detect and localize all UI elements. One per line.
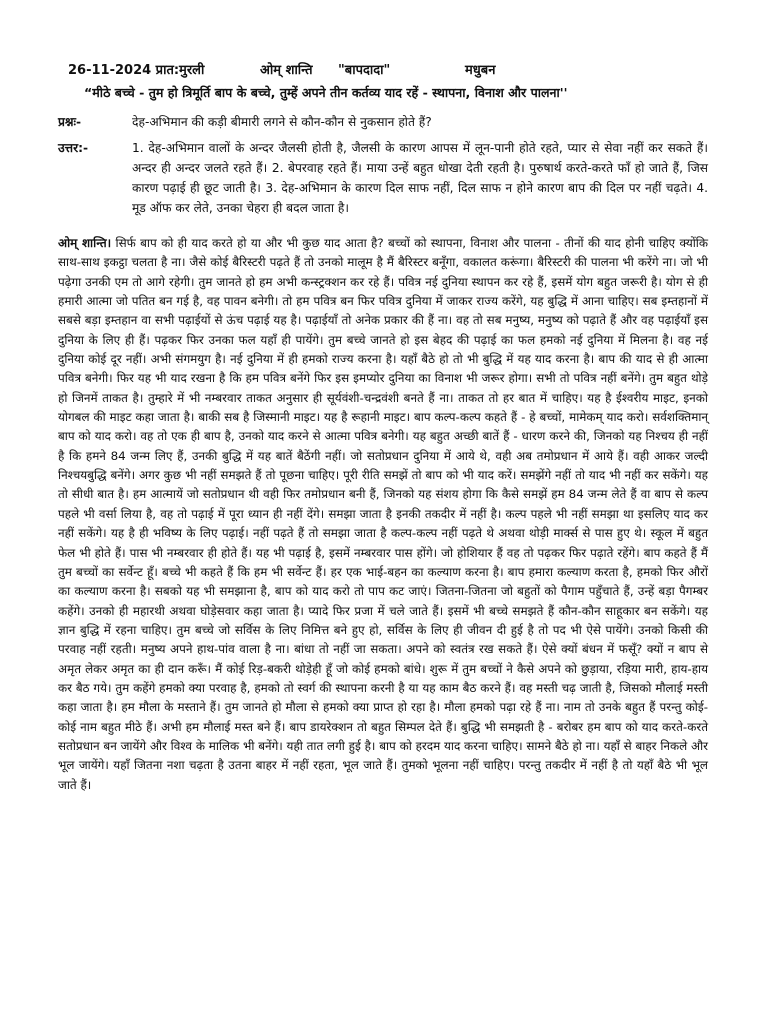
answer-text: 1. देह-अभिमान वालों के अन्दर जैलसी होती है, जैलसी के कारण आपस में लून-पानी होते रहते, प्यार से सेवा नहीं कर सकते हैं। अन्दर ही अन्दर जलते रहते हैं। 2. बेपरवाह रहते हैं। माया उन्हें बहुत धोखा देती रहती है। पुरुषार्थ करते-करते फाँ हो जाते हैं, जिस कारण पढ़ाई ही छूट जाती है। 3. देह-अभिमान के कारण दिल साफ नहीं, दिल साफ न होने कारण बाप की दिल पर नहीं चढ़ते। 4. मूड ऑफ कर लेते, उनका चेहरा ही बदल जाता है। [132,141,708,215]
om-shanti-heading: ओम् शान्ति [260,63,313,78]
slogan-line: “मीठे बच्चे - तुम हो त्रिमूर्ति बाप के बच्चे, तुम्हें अपने तीन कर्तव्य याद रहें - स्थापना, विनाश और पालना'' [84,85,568,100]
place-heading: मधुबन [465,63,496,78]
answer-block [58,138,708,218]
murli-paragraph: सिर्फ बाप को ही याद करते हो या और भी कुछ याद आता है? बच्चों को स्थापना, विनाश और पालना - तीनों की याद होनी चाहिए क्योंकि साथ-साथ इकट्ठा चलता है ना। जैसे कोई बैरिस्टरी पढ़ते हैं तो उनको मालूम है मैं बैरिस्टर बनूँगा, वकालत करूंगा। बैरिस्टरी की पालना भी करेंगे ना। जो भी पढ़ेगा उनकी एम तो आगे रहेगी। तुम जानते हो हम अभी कन्स्ट्रक्शन कर रहे हैं। पवित्र नई दुनिया स्थापन कर रहे हैं, इसमें योग बहुत जरूरी है। योग से ही हमारी आत्मा जो पतित बन गई है, वह पावन बनेगी। तो हम पवित्र बन फिर पवित्र दुनिया में जाकर राज्य करेंगे, यह बुद्धि में आना चाहिए। सब इम्तहानों में सबसे बड़ा इम्तहान वा सभी पढ़ाईयों से ऊंच पढ़ाई यह है। पढ़ाईयाँ तो अनेक प्रकार की हैं ना। वह तो सब मनुष्य, मनुष्य को पढ़ाते हैं और वह पढ़ाईयाँ इस दुनिया के लिए ही हैं। पढ़कर फिर उनका फल यहाँ ही पायेंगे। तुम बच्चे जानते हो इस बेहद की पढ़ाई का फल हमको नई दुनिया में मिलना है। वह नई दुनिया कोई दूर नहीं। अभी संगमयुग है। नई दुनिया में ही हमको राज्य करना है। यहाँ बैठे हो तो भी बुद्धि में यह याद करना है। बाप की याद से ही आत्मा पवित्र बनेगी। फिर यह भी याद रखना है कि हम पवित्र बनेंगे फिर इस इमप्योर दुनिया का विनाश भी जरूर होगा। सभी तो पवित्र नहीं बनेंगे। तुम बहुत थोड़े हो जिनमें ताकत है। तुम्हारे में भी नम्बरवार ताकत अनुसार ही सूर्यवंशी-चन्द्रवंशी बनते हैं ना। ताकत तो हर बात में चाहिए। यह है ईश्वरीय माइट, इनको योगबल की माइट कहा जाता है। बाकी सब है जिस्मानी माइट। यह है रूहानी माइट। बाप कल्प-कल्प कहते हैं - हे बच्चों, मामेकम् याद करो। सर्वशक्तिमान् बाप को याद करो। वह तो एक ही बाप है, उनको याद करने से आत्मा पवित्र बनेगी। यह बहुत अच्छी बातें हैं - धारण करने की, जिनको यह निश्चय ही नहीं है कि हमने 84 जन्म लिए हैं, उनकी बुद्धि में यह बातें बैठेंगी नहीं। जो सतोप्रधान दुनिया में आये थे, वही अब तमोप्रधान में आये हैं। वही आकर जल्दी निश्चयबुद्धि बनेंगे। अगर कुछ भी नहीं समझते हैं तो पूछना चाहिए। पूरी रीति समझें तो बाप को भी याद करें। समझेंगे नहीं तो याद भी नहीं कर सकेंगे। यह तो सीधी बात है। हम आत्मायें जो सतोप्रधान थी वही फिर तमोप्रधान बनी हैं, जिनको यह संशय होगा कि कैसे समझें हम 84 जन्म लेते हैं वा बाप से कल्प पहले भी वर्सा लिया है, वह तो पढ़ाई में पूरा ध्यान ही नहीं देंगे। समझा जाता है इनकी तकदीर में नहीं है। कल्प पहले भी नहीं समझा था इसलिए याद कर नहीं सकेंगे। यह है ही भविष्य के लिए पढ़ाई। नहीं पढ़ते हैं तो समझा जाता है कल्प-कल्प नहीं पढ़ते थे अथवा थोड़ी मार्क्स से पास हुए थे। स्कूल में बहुत फेल भी होते हैं। पास भी नम्बरवार ही होते हैं। यह भी पढ़ाई है, इसमें नम्बरवार पास होंगे। जो होशियार हैं वह तो पढ़कर फिर पढ़ाते रहेंगे। बाप कहते हैं मैं तुम बच्चों का सर्वेन्ट हूँ। बच्चे भी कहते हैं कि हम भी सर्वेन्ट हैं। हर एक भाई-बहन का कल्याण करना है। बाप हमारा कल्याण करता है, हमको फिर औरों का कल्याण करना है। सबको यह भी समझाना है, बाप को याद करो तो पाप कट जाएं। जितना-जितना जो बहुतों को पैगाम पहुँचाते हैं, उन्हें बड़ा पैगम्बर कहेंगे। उनको ही महारथी अथवा घोड़ेसवार कहा जाता है। प्यादे फिर प्रजा में चले जाते हैं। इसमें भी बच्चे समझते हैं कौन-कौन साहूकार बन सकेंगे। यह ज्ञान बुद्धि में रहना चाहिए। तुम बच्चे जो सर्विस के लिए निमित्त बने हुए हो, सर्विस के लिए ही जीवन दी हुई है तो पद भी ऐसे पायेंगे। उनको किसी की परवाह नहीं रहती। मनुष्य अपने हाथ-पांव वाला है ना। बांधा तो नहीं जा सकता। अपने को स्वतंत्र रख सकते हैं। ऐसे क्यों बंधन में फसूँ? क्यों न बाप से अमृत लेकर अमृत का ही दान करूँ। मैं कोई रिड़-बकरी थोड़ेही हूँ जो कोई हमको बांधे। शुरू में तुम बच्चों ने कैसे अपने को छुड़ाया, रड़िया मारी, हाय-हाय कर बैठ गये। तुम कहेंगे हमको क्या परवाह है, हमको तो स्वर्ग की स्थापना करनी है या यह काम बैठ करने हैं। वह मस्ती चढ़ जाती है, जिसको मौलाई मस्ती कहा जाता है। हम मौला के मस्ताने हैं। तुम जानते हो मौला से हमको क्या प्राप्त हो रहा है। मौला हमको पढ़ा रहे हैं ना। नाम तो उनके बहुत हैं परन्तु कोई-कोई नाम बहुत मीठे हैं। अभी हम मौलाई मस्त बने हैं। बाप डायरेक्शन तो बहुत सिम्पल देते हैं। बुद्धि भी समझती है - बरोबर हम बाप को याद करते-करते सतोप्रधान बन जायेंगे और विश्व के मालिक भी बनेंगे। यही तात लगी हुई है। बाप को हरदम याद करना चाहिए। सामने बैठे हो ना। यहाँ से बाहर निकले और भूल जायेंगे। यहाँ जितना नशा चढ़ता है उतना बाहर में नहीं रहता, भूल जाते हैं। तुमको भूलना नहीं चाहिए। परन्तु तकदीर में नहीं है तो यहाँ बैठे भी भूल जाते हैं। [58,236,709,792]
murli-body [58,234,708,795]
question-label: प्रश्नः- [58,115,82,129]
document-header [68,62,708,80]
bapdada-heading: "बापदादा" [338,63,391,78]
question-text: देह-अभिमान की कड़ी बीमारी लगने से कौन-कौन से नुकसान होते हैं? [132,115,432,129]
question-block [58,112,708,132]
om-shanti-intro: ओम् शान्ति। [58,236,112,250]
answer-label: उत्तर:- [58,141,89,155]
date-title: 26-11-2024 प्रात:मुरली [68,63,205,78]
